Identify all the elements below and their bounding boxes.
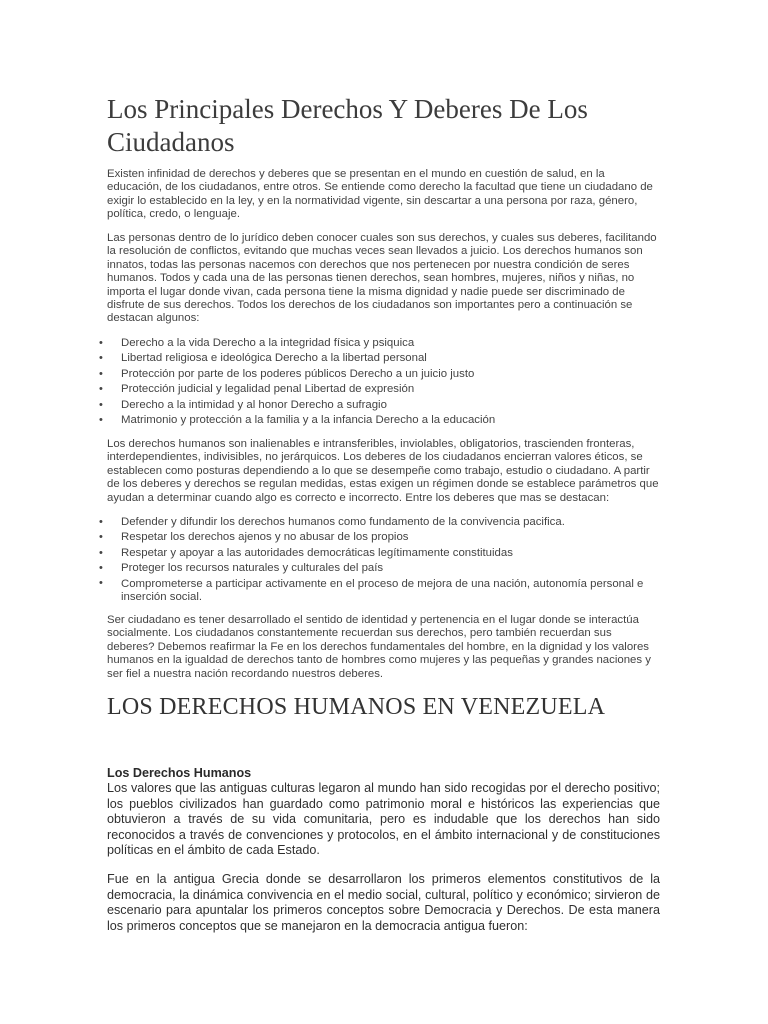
list-item: • Comprometerse a participar activamente en el proceso de mejora de una nación, autonomía personal e inserción social. (99, 576, 644, 604)
list-item: • Protección por parte de los poderes públicos Derecho a un juicio justo (0, 367, 660, 382)
bullet-icon: • (99, 398, 103, 411)
bullet-icon: • (99, 531, 103, 544)
bullet-icon: • (99, 546, 103, 559)
list-item: • Respetar los derechos ajenos y no abusar de los propios (0, 530, 660, 545)
duties-intro-paragraph: Los derechos humanos son inalienables e intransferibles, inviolables, obligatorios, trascienden fronteras, interdependientes, indivisibles, no jerárquicos. Los deberes de los ciudadanos encierran valores éticos, se establecen como posturas dependiendo a lo que se desempeñe como trabajo, estudio o ciudadano. A partir de los deberes y derechos se regulan medidas, estas exigen un régimen donde se establece parámetros que ayudan a determinar cuando algo es correcto e incorrecto. Entre los deberes que mas se destacan: (107, 438, 659, 504)
section-subheading: Los Derechos Humanos (107, 766, 252, 780)
bullet-icon: • (99, 352, 103, 365)
list-item: • Respetar y apoyar a las autoridades democráticas legítimamente constituidas (0, 546, 660, 561)
citizenship-paragraph: Ser ciudadano es tener desarrollado el sentido de identidad y pertenencia en el lugar donde se interactúa socialmente. Los ciudadanos constantemente recuerdan sus derechos, pero también recuerdan sus deberes? Debemos reafirmar la Fe en los derechos fundamentales del hombre, en la dignidad y los valores humanos en la igualdad de derechos tanto de hombres como mujeres y las pequeñas y grandes naciones y ser fiel a nuestra nación recordando nuestros deberes. (107, 614, 651, 680)
list-item: • Protección judicial y legalidad penal Libertad de expresión (0, 382, 660, 397)
list-item: • Matrimonio y protección a la familia y a la infancia Derecho a la educación (0, 413, 660, 428)
list-item: • Derecho a la vida Derecho a la integridad física y psiquica (0, 336, 660, 351)
document-title: Los Principales Derechos Y Deberes De Los Ciudadanos (107, 94, 588, 157)
duties-list (0, 515, 660, 604)
rights-list (0, 336, 660, 428)
bullet-icon: • (99, 383, 103, 396)
bullet-icon: • (99, 562, 103, 575)
rights-intro-paragraph: Las personas dentro de lo jurídico deben conocer cuales son sus derechos, y cuales sus deberes, facilitando la resolución de conflictos, evitando que muchas veces sean llevados a juicio. Los derechos humanos son innatos, todas las personas nacemos con derechos que nos pertenecen por nuestra condición de seres humanos. Todos y cada una de las personas tienen derechos, sean hombres, mujeres, niños y niñas, no importa el lugar donde vivan, cada persona tiene la misma dignidad y nadie puede ser discriminado de disfrute de sus derechos. Todos los derechos de los ciudadanos son importantes pero a continuación se destacan algunos: (107, 232, 657, 325)
section-heading: LOS DERECHOS HUMANOS EN VENEZUELA (107, 694, 606, 720)
bullet-icon: • (99, 414, 103, 427)
bullet-icon: • (99, 337, 103, 349)
list-item: • Derecho a la intimidad y al honor Derecho a sufragio (0, 398, 660, 413)
list-item: • Proteger los recursos naturales y culturales del país (0, 561, 660, 576)
intro-paragraph: Existen infinidad de derechos y deberes que se presentan en el mundo en cuestión de salud, en la educación, de los ciudadanos, entre otros. Se entiende como derecho la facultad que tiene un ciudadano de exigir lo establecido en la ley, y en la normatividad vigente, sin descartar a una persona por raza, género, política, credo, o lenguaje. (107, 168, 653, 221)
greece-paragraph: Fue en la antigua Grecia donde se desarrollaron los primeros elementos constitutivos de la democracia, la dinámica convivencia en el medio social, cultural, político y económico; sirvieron de escenario para apuntalar los primeros conceptos sobre Democracia y Derechos. De esta manera los primeros conceptos que se manejaron en la democracia antigua fueron: (107, 872, 660, 933)
bullet-icon: • (99, 576, 103, 589)
list-item: • Libertad religiosa e ideológica Derecho a la libertad personal (0, 351, 660, 366)
bullet-icon: • (99, 367, 103, 380)
human-rights-paragraph: Los valores que las antiguas culturas legaron al mundo han sido recogidas por el derecho positivo; los pueblos civilizados han guardado como patrimonio moral e históricos las experiencias que obtuvieron a través de su vida comunitaria, pero es indudable que los derechos han sido reconocidos a través de convenciones y protocolos, en el ámbito internacional y de constituciones políticas en el ámbito de cada Estado. (107, 781, 660, 858)
list-item: • Defender y difundir los derechos humanos como fundamento de la convivencia pacifica. (0, 515, 660, 530)
bullet-icon: • (99, 516, 103, 528)
